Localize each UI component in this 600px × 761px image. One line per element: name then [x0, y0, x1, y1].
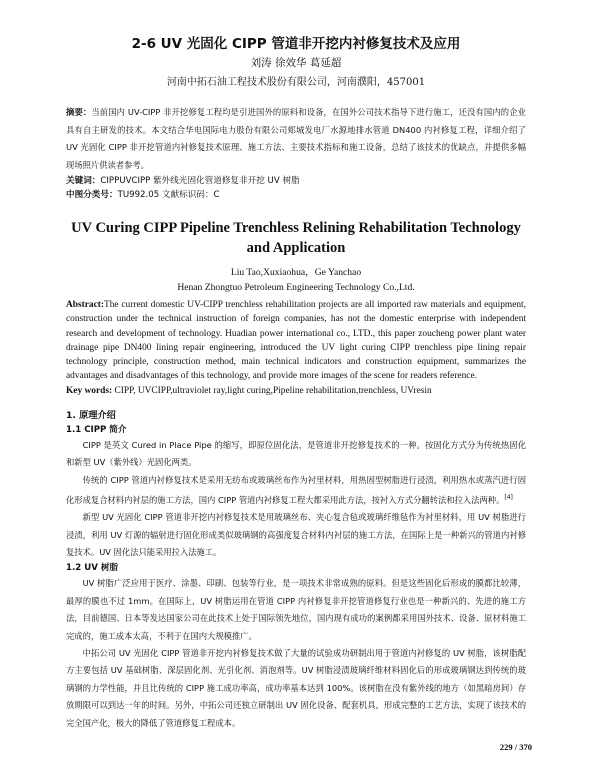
abstract-cn-text: 当前国内 UV-CIPP 非开挖修复工程均是引进国外的原料和设备，在国外公司技术指导下进行施工，还没有国内的企业具有自主研发的技术。本文结合华电国际电力股份有限公司郏城发电厂水源地排水管道 DN400 内衬修复工程，详细介绍了 UV 光固化 CIPP 非开挖管道内衬修复技术原理、施工方法、主要技术指标和施工设备，总结了该技术的优缺点，并提供多幅现场照片供读者参考。: [66, 107, 526, 170]
keywords-en-text: CIPP, UVCIPP,ultraviolet ray,light curing,Pipeline rehabilitation,trenchless, UVresin: [114, 385, 432, 396]
affiliation-cn: 河南中拓石油工程技术股份有限公司，河南濮阳，457001: [166, 77, 426, 88]
paragraph-2-text: 传统的 CIPP 管道内衬修复技术是采用无纺布或玻璃丝布作为衬里材料，用热固型树脂进行浸渍，利用热水或蒸汽进行固化形成复合材料内衬层的施工方法，国内 CIPP 管道内衬修复工程大都采用此方法，按衬入方式分翻转法和拉入法两种。: [66, 474, 526, 505]
section-heading-1-1: 1.1 CIPP 简介: [66, 424, 127, 435]
section-heading-1: 1. 原理介绍: [66, 409, 116, 421]
abstract-en: [66, 298, 526, 384]
classification-label: 中图分类号：: [66, 190, 118, 200]
paragraph-2: [66, 472, 526, 510]
authors-cn: 刘涛 徐效华 葛延超: [250, 57, 342, 69]
page-number: 229 / 370: [499, 742, 532, 752]
paragraph-5: 中拓公司 UV 光固化 CIPP 管道非开挖内衬修复技术做了大量的试验成功研制出用于管道内衬修复的 UV 树脂，该树脂配方主要包括 UV 基础树脂、深层固化剂、光引化剂、消泡剂等。UV 树脂浸渍玻璃纤维材料固化后的形成玻璃钢达到传统的玻璃钢的力学性能，并且比传统的 CIPP 施工成功率高，成功率基本达到 100%。该树脂在没有紫外线的地方（如黑暗房间）存放期限可以到达一年的时间。另外，中拓公司还独立研制出 UV 固化设备、配套机具，形成完整的工艺方法，实现了该技术的完全国产化，极大的降低了管道修复工程成本。: [66, 648, 526, 728]
section-heading-1-2: 1.2 UV 树脂: [66, 563, 119, 574]
keywords-cn-label: 关键词：: [66, 176, 101, 186]
keywords-en-label: Key words:: [66, 385, 113, 396]
affiliation-en: Henan Zhongtuo Petroleum Engineering Technology Co.,Ltd.: [177, 282, 415, 293]
classification-text: TU992.05 文献标识码：C: [117, 190, 220, 200]
paper-title-cn: 2-6 UV 光固化 CIPP 管道非开挖内衬修复技术及应用: [131, 36, 461, 52]
keywords-cn: [66, 174, 526, 188]
paragraph-4: UV 树脂广泛应用于医疗、涂墨、印刷、包装等行业，是一项技术非常成熟的原料。但是这些固化后形成的膜都比较薄，最厚的膜也不过 1mm。在国际上，UV 树脂运用在管道 CIPP 内衬修复非开挖管道修复行业也是一种新兴的、先进的施工方法，目前德国、日本等发达国家公司在此技术上处于国际领先地位，国内现有成功的案例都采用国外技术、设备、原材料施工完成的，施工成本太高，不利于在国内大规模推广。: [66, 578, 526, 641]
classification-cn: [66, 188, 526, 202]
paper-title-en: UV Curing CIPP Pipeline Trenchless Relining Rehabilitation Technology and Application: [71, 220, 521, 256]
citation-ref: [4]: [504, 494, 513, 501]
authors-en: Liu Tao,Xuxiaohua，Ge Yanchao: [230, 267, 362, 278]
abstract-cn: [66, 104, 526, 174]
keywords-cn-text: CIPPUVCIPP 紫外线光固化管道修复非开挖 UV 树脂: [100, 176, 300, 186]
paragraph-3: 新型 UV 光固化 CIPP 管道非开挖内衬修复技术是用玻璃丝布、夹心复合毡或玻璃纤维毡作为衬里材料，用 UV 树脂进行浸渍，利用 UV 灯源的辐射进行固化形成类似玻璃钢的高强度复合材料内衬层的施工方法，在国际上是一种新兴的管道内衬修复技术。UV 固化法只能采用拉入法施工。: [66, 512, 526, 557]
abstract-en-label: Abstract:: [66, 300, 105, 310]
paragraph-1: CIPP 是英文 Cured in Place Pipe 的缩写，即原位固化法，是管道非开挖修复技术的一种。按固化方式分为传统热固化和新型 UV（紫外线）光固化两类。: [66, 439, 526, 468]
abstract-cn-label: 摘要：: [66, 107, 92, 117]
abstract-en-text: The current domestic UV-CIPP trenchless rehabilitation projects are all imported raw materials and equipment, construction under the technical instruction of foreign companies, has not the domestic enterprise with independent research and development of technology. Huadian power international co., LTD., this paper zoucheng power plant water drainage pipe DN400 lining repair engineering, introduced the UV light curing CIPP trenchless pipe lining repair technology principle, construction method, main technical indicators and construction equipment, summarizes the advantages and disadvantages of this technology, and provide more images of the scene for readers reference.: [66, 300, 526, 382]
keywords-en: [66, 384, 526, 398]
